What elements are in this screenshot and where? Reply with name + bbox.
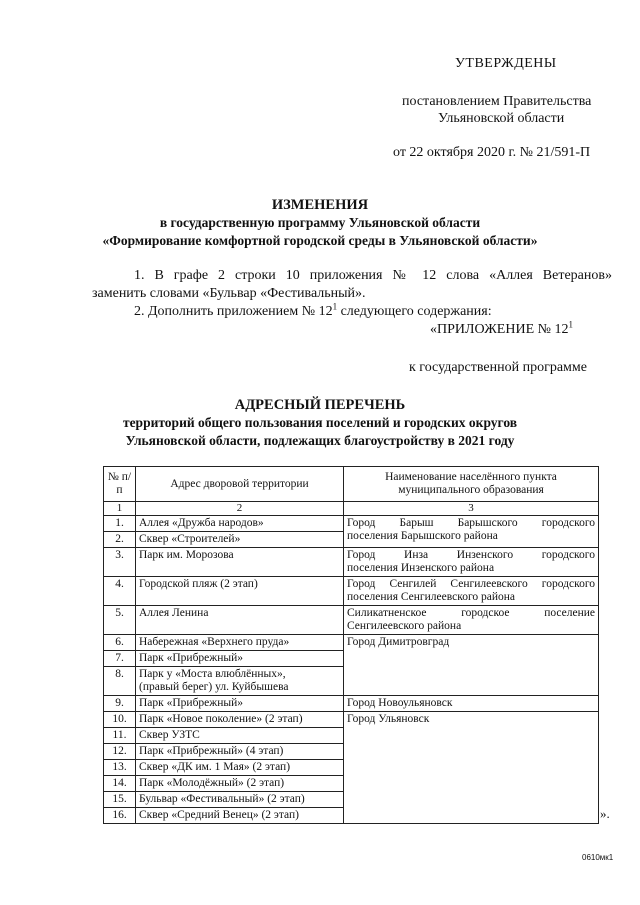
row-municipality	[344, 548, 599, 577]
closing-quote: ».	[600, 806, 610, 821]
colnum-1: 1	[104, 502, 136, 516]
row-address: Городской пляж (2 этап)	[136, 577, 344, 606]
row-address	[136, 667, 344, 696]
appendix-label	[430, 321, 573, 339]
table-row	[104, 516, 599, 532]
approval-title: УТВЕРЖДЕНЫ	[455, 56, 557, 71]
table-row	[104, 548, 599, 577]
row-num: 8.	[104, 667, 136, 696]
row-num: 1.	[104, 516, 136, 532]
appendix-label-superscript: 1	[568, 319, 573, 330]
row-address: Парк «Новое поколение» (2 этап)	[136, 712, 344, 728]
row-address: Бульвар «Фестивальный» (2 этап)	[136, 792, 344, 808]
row-num: 13.	[104, 760, 136, 776]
row-address: Парк им. Морозова	[136, 548, 344, 577]
municipality-line-2: Сенгилеевского района	[347, 620, 462, 632]
table-header-row	[104, 467, 599, 502]
municipality-line-1: Город Инза Инзенского городского	[347, 549, 595, 561]
appendix-to: к государственной программе	[409, 360, 587, 375]
approval-line-2: Ульяновской области	[438, 111, 565, 126]
address-table-wrapper	[103, 466, 599, 824]
paragraph-2-superscript: 1	[332, 301, 338, 312]
municipality-line-2: поселения Сенгилеевского района	[347, 591, 516, 603]
row-address: Сквер УЗТС	[136, 728, 344, 744]
table-row	[104, 577, 599, 606]
row-address: Парк «Прибрежный» (4 этап)	[136, 744, 344, 760]
colnum-2: 2	[136, 502, 344, 516]
row-address: Набережная «Верхнего пруда»	[136, 635, 344, 651]
row-num: 15.	[104, 792, 136, 808]
table-row	[104, 606, 599, 635]
row-num: 4.	[104, 577, 136, 606]
row-address: Сквер «ДК им. 1 Мая» (2 этап)	[136, 760, 344, 776]
row-num: 7.	[104, 651, 136, 667]
document-code: 0610мк1	[582, 853, 614, 862]
row-num: 2.	[104, 532, 136, 548]
row-num: 9.	[104, 696, 136, 712]
row-num: 3.	[104, 548, 136, 577]
row-num: 5.	[104, 606, 136, 635]
row-address: Аллея Ленина	[136, 606, 344, 635]
table-row	[104, 712, 599, 728]
row-address: Сквер «Строителей»	[136, 532, 344, 548]
row-address: Парк «Молодёжный» (2 этап)	[136, 776, 344, 792]
municipality-line-2: поселения Барышского района	[347, 530, 498, 542]
address-table	[103, 466, 599, 824]
table-row	[104, 635, 599, 651]
row-municipality	[344, 516, 599, 548]
address-line-2: (правый берег) ул. Куйбышева	[139, 681, 289, 693]
colnum-3: 3	[344, 502, 599, 516]
header-municipality: Наименование населённого пункта муниципального образования	[344, 467, 599, 502]
row-municipality	[344, 577, 599, 606]
table-colnum-row	[104, 502, 599, 516]
municipality-line-1: Силикатненское городское поселение	[347, 607, 595, 619]
list-title: АДРЕСНЫЙ ПЕРЕЧЕНЬ	[234, 397, 406, 413]
paragraph-1-line-2: заменить словами «Бульвар «Фестивальный».	[92, 286, 366, 301]
row-address: Парк «Прибрежный»	[136, 651, 344, 667]
row-num: 16.	[104, 808, 136, 824]
row-num: 10.	[104, 712, 136, 728]
paragraph-2-text-end: следующего содержания:	[337, 304, 492, 319]
approval-line-1: постановлением Правительства	[402, 94, 592, 109]
row-municipality	[344, 606, 599, 635]
row-num: 12.	[104, 744, 136, 760]
document-title: ИЗМЕНЕНИЯ	[271, 197, 369, 213]
row-municipality: Город Димитровград	[344, 635, 599, 696]
row-address: Сквер «Средний Венец» (2 этап)	[136, 808, 344, 824]
paragraph-2	[134, 303, 492, 321]
document-subtitle-2: «Формирование комфортной городской среды в Ульяновской области»	[102, 233, 538, 248]
row-address: Аллея «Дружба народов»	[136, 516, 344, 532]
appendix-label-text: «ПРИЛОЖЕНИЕ № 12	[430, 322, 569, 337]
row-municipality: Город Ульяновск	[344, 712, 599, 824]
header-num: № п/п	[104, 467, 136, 502]
row-num: 6.	[104, 635, 136, 651]
header-address: Адрес дворовой территории	[136, 467, 344, 502]
row-num: 11.	[104, 728, 136, 744]
address-line-1: Парк у «Моста влюблённых»,	[139, 668, 286, 680]
paragraph-1-line-1: 1. В графе 2 строки 10 приложения № 12 слова «Аллея Ветеранов»	[134, 268, 612, 283]
row-municipality: Город Новоульяновск	[344, 696, 599, 712]
approval-date: от 22 октября 2020 г. № 21/591-П	[393, 145, 591, 160]
municipality-line-1: Город Барыш Барышского городского	[347, 517, 595, 529]
list-subtitle-1: территорий общего пользования поселений и городских округов	[122, 415, 518, 430]
paragraph-2-text: 2. Дополнить приложением № 12	[134, 304, 333, 319]
municipality-line-2: поселения Инзенского района	[347, 562, 495, 574]
list-subtitle-2: Ульяновской области, подлежащих благоустройству в 2021 году	[125, 433, 515, 448]
municipality-line-1: Город Сенгилей Сенгилеевского городского	[347, 578, 595, 590]
row-address: Парк «Прибрежный»	[136, 696, 344, 712]
table-row	[104, 696, 599, 712]
document-subtitle-1: в государственную программу Ульяновской области	[159, 215, 481, 230]
row-num: 14.	[104, 776, 136, 792]
